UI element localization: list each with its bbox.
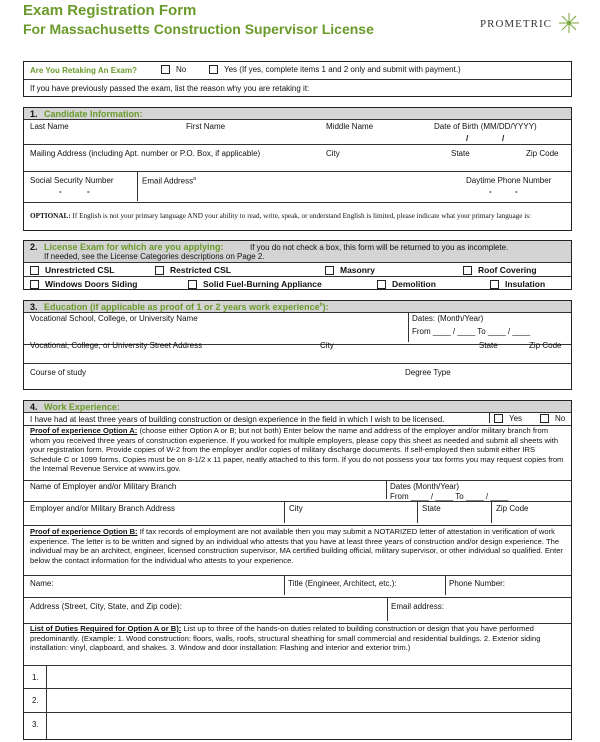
duties-text: List up to three of the hands-on duties related to building construction or design that you have performed predominantly. (Example: 1. Wood construction: floors, walls, roofs, structural sheathing for small commercial and residential buildings. 2. Exterior siding installation: vinyl, clapboard, and shakes. 3. Window and door installation: Flashing and interior and exterior trim.) xyxy=(30,624,541,653)
dob-slash-1: / xyxy=(466,134,469,143)
mailing-address-label: Mailing Address (including Apt. number or P.O. Box, if applicable) xyxy=(30,149,261,158)
option-b-label: Proof of experience Option B: xyxy=(30,527,138,536)
work-experience-section xyxy=(23,400,572,740)
employer-zip-label: Zip Code xyxy=(496,504,529,513)
option-label: Masonry xyxy=(340,265,375,275)
experience-statement: I have had at least three years of building construction or design experience in the field in which I wish to be licensed. xyxy=(30,415,445,424)
retake-reason-label: If you have previously passed the exam, list the reason why you are retaking it: xyxy=(30,84,310,93)
attestor-address-label: Address (Street, City, State, and Zip code): xyxy=(30,602,182,611)
checkbox[interactable] xyxy=(188,280,197,289)
duties-paragraph xyxy=(30,624,568,653)
optional-text: If English is not your primary language AND your ability to read, write, speak, or understand English is limited, please indicate what your primary language is: xyxy=(72,212,532,220)
candidate-section xyxy=(23,107,572,231)
license-header xyxy=(24,241,571,263)
ssn-label: Social Security Number xyxy=(30,176,114,185)
checkbox[interactable] xyxy=(325,266,334,275)
section-number: 4. xyxy=(30,402,38,412)
dob-slash-2: / xyxy=(502,134,505,143)
option-label: Unrestricted CSL xyxy=(45,265,115,275)
zip-label: Zip Code xyxy=(526,149,559,158)
section-title: Work Experience: xyxy=(44,402,120,412)
yes-label: Yes xyxy=(509,414,523,423)
phone-dash-1: - xyxy=(489,187,492,196)
form-title: Exam Registration Form xyxy=(23,2,197,19)
section-number: 3. xyxy=(30,302,38,312)
phone-dash-2: - xyxy=(515,187,518,196)
option-masonry[interactable] xyxy=(325,265,375,275)
retake-yes-checkbox[interactable] xyxy=(209,65,218,74)
option-demolition[interactable] xyxy=(377,279,436,289)
ssn-dash-2: - xyxy=(87,187,90,196)
degree-label: Degree Type xyxy=(405,368,451,377)
employer-name-label: Name of Employer and/or Military Branch xyxy=(30,482,177,491)
option-roof-covering[interactable] xyxy=(463,265,537,275)
duty-row-number: 2. xyxy=(32,696,39,705)
duties-label: List of Duties Required for Option A or B): xyxy=(30,624,182,633)
employment-from-to: From ____ / ____ To ____ / ____ xyxy=(390,492,509,501)
dob-label: Date of Birth (MM/DD/YYYY) xyxy=(434,122,537,131)
course-label: Course of study xyxy=(30,368,87,377)
employer-city-label: City xyxy=(289,504,303,513)
attestor-title-label: Title (Engineer, Architect, etc.): xyxy=(288,579,397,588)
option-insulation[interactable] xyxy=(490,279,545,289)
optional-language-note xyxy=(30,212,531,220)
checkbox[interactable] xyxy=(463,266,472,275)
checkbox[interactable] xyxy=(30,280,39,289)
license-instruction: If you do not check a box, this form will be returned to you as incomplete. xyxy=(250,243,509,252)
checkbox[interactable] xyxy=(490,280,499,289)
duty-row-number: 3. xyxy=(32,720,39,729)
retake-no-checkbox[interactable] xyxy=(161,65,170,74)
no-label: No xyxy=(555,414,566,423)
prometric-logo: PROMETRIC xyxy=(480,18,552,30)
retake-yes-option[interactable] xyxy=(209,65,461,74)
phone-label: Daytime Phone Number xyxy=(466,176,552,185)
school-state-label: State xyxy=(479,341,498,350)
school-address-label: Vocational, College, or University Street Address xyxy=(30,341,203,350)
state-label: State xyxy=(451,149,470,158)
option-solid-fuel[interactable] xyxy=(188,279,322,289)
city-label: City xyxy=(326,149,340,158)
checkbox[interactable] xyxy=(540,414,549,423)
ssn-dash-1: - xyxy=(59,187,62,196)
education-section xyxy=(23,300,572,390)
option-b-paragraph xyxy=(30,527,568,565)
first-name-label: First Name xyxy=(186,122,226,131)
option-label: Roof Covering xyxy=(478,265,537,275)
retake-section xyxy=(23,61,572,97)
last-name-label: Last Name xyxy=(30,122,69,131)
employer-state-label: State xyxy=(422,504,441,513)
education-footnote: b xyxy=(319,302,323,308)
education-dates-label: Dates: (Month/Year) xyxy=(412,314,484,323)
education-title-text: Education (if applicable as proof of 1 or 2 years work experience xyxy=(44,302,320,312)
option-a-text: (choose either Option A or B; but not both) Enter below the name and address of the employer and/or military branch from whom you received three years of construction experience. If you worked for multiple employers, please copy this sheet as needed and submit all sheets with your registration form. Provide copies of W-2 from the employer and/or copies of military discharge documents. If self-employed then submit either IRS Schedule C or 1099 forms. Copies must be on 8-1/2 x 11 paper, neatly attached to this form. If you do not possess your tax forms you may request copies from the Internal Revenue Service at www.irs.gov. xyxy=(30,426,564,474)
retake-no-option[interactable] xyxy=(161,65,186,74)
option-label: Insulation xyxy=(505,279,546,289)
option-a-label: Proof of experience Option A: xyxy=(30,426,138,435)
education-title-end: ): xyxy=(322,302,329,312)
option-label: Restricted CSL xyxy=(170,265,231,275)
attestor-name-label: Name: xyxy=(30,579,54,588)
option-unrestricted[interactable] xyxy=(30,265,114,275)
email-text: Email Address xyxy=(142,176,194,186)
school-zip-label: Zip Code xyxy=(529,341,562,350)
retake-yes-label: Yes (If yes, complete items 1 and 2 only and submit with payment.) xyxy=(224,65,461,74)
attestor-phone-label: Phone Number: xyxy=(449,579,506,588)
license-instruction-2: If needed, see the License Categories descriptions on Page 2. xyxy=(44,252,265,261)
option-label: Demolition xyxy=(392,279,436,289)
employment-dates-label: Dates (Month/Year) xyxy=(390,482,460,491)
section-title xyxy=(44,302,329,312)
middle-name-label: Middle Name xyxy=(326,122,374,131)
license-exam-section xyxy=(23,240,572,290)
experience-yes-option[interactable] xyxy=(494,414,522,423)
checkbox[interactable] xyxy=(30,266,39,275)
section-title: License Exam for which are you applying: xyxy=(44,242,224,252)
checkbox[interactable] xyxy=(155,266,164,275)
school-name-label: Vocational School, College, or University Name xyxy=(30,314,198,323)
checkbox[interactable] xyxy=(494,414,503,423)
employer-address-label: Employer and/or Military Branch Address xyxy=(30,504,175,513)
email-label xyxy=(142,176,196,186)
candidate-header xyxy=(24,108,571,120)
prometric-star-icon xyxy=(558,12,580,34)
option-b-text: If tax records of employment are not available then you may submit a NOTARIZED letter of attestation in verification of work experience. The letter is to be written and signed by an individual who attests that you have at least three years of construction and/or design experience. The individual may be an architect, engineer, licensed construction supervisor, MA certified building official, military supervisor, or other individual so qualified. Enter below the contact information for the individual who attests to your experience. xyxy=(30,527,563,565)
option-windows-doors-siding[interactable] xyxy=(30,279,137,289)
duty-row-number: 1. xyxy=(32,673,39,682)
school-city-label: City xyxy=(320,341,334,350)
option-label: Solid Fuel-Burning Appliance xyxy=(203,279,322,289)
optional-label: OPTIONAL: xyxy=(30,212,71,220)
email-footnote: a xyxy=(193,176,196,182)
option-label: Windows Doors Siding xyxy=(45,279,138,289)
retake-no-label: No xyxy=(176,65,187,74)
section-number: 1. xyxy=(30,109,38,119)
attestor-email-label: Email address: xyxy=(391,602,444,611)
form-subtitle: For Massachusetts Construction Supervisor License xyxy=(23,21,374,37)
education-from-to: From ____ / ____ To ____ / ____ xyxy=(412,327,531,336)
section-title: Candidate Information: xyxy=(44,109,143,119)
section-number: 2. xyxy=(30,242,38,252)
experience-no-option[interactable] xyxy=(540,414,565,423)
option-a-paragraph xyxy=(30,426,568,474)
education-header xyxy=(24,301,571,313)
checkbox[interactable] xyxy=(377,280,386,289)
option-restricted[interactable] xyxy=(155,265,231,275)
retake-question: Are You Retaking An Exam? xyxy=(30,66,137,75)
